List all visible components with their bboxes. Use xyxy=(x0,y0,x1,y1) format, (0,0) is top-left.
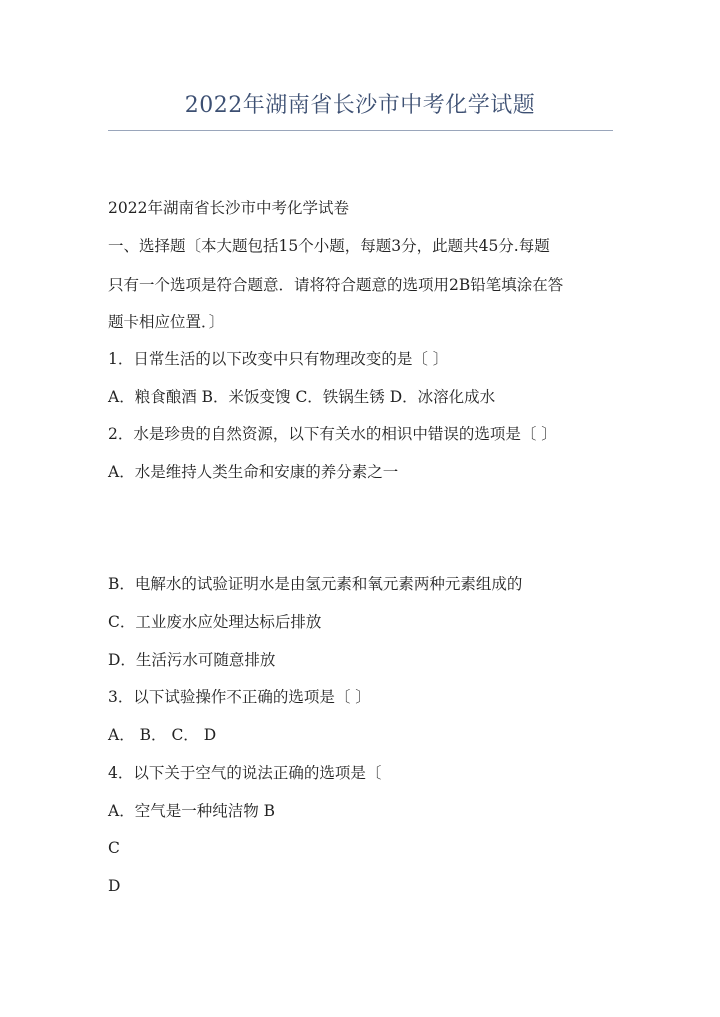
section-intro-line-1: 一、选择题〔本大题包括15个小题，每题3分，此题共45分.每题 xyxy=(108,237,550,255)
question-3-options: A． B． C． D xyxy=(108,726,217,744)
question-3-stem: 3．以下试验操作不正确的选项是〔 〕 xyxy=(108,688,371,706)
question-4-stem: 4．以下关于空气的说法正确的选项是〔 xyxy=(108,764,382,782)
question-2-option-d: D．生活污水可随意排放 xyxy=(108,651,276,669)
question-2-stem: 2．水是珍贵的自然资源，以下有关水的相识中错误的选项是〔 〕 xyxy=(108,425,557,443)
question-2-option-b: B．电解水的试验证明水是由氢元素和氧元素两种元素组成的 xyxy=(108,575,523,593)
section-intro-line-3: 题卡相应位置．〕 xyxy=(108,313,225,331)
question-2-option-a: A．水是维持人类生命和安康的养分素之一 xyxy=(108,463,399,481)
question-2-option-c: C．工业废水应处理达标后排放 xyxy=(108,613,322,631)
title-divider xyxy=(108,130,613,131)
question-1-options: A．粮食酿酒 B．米饭变馊 C．铁锅生锈 D．冰溶化成水 xyxy=(108,388,496,406)
question-4-option-d: D xyxy=(108,877,121,895)
section-intro-line-2: 只有一个选项是符合题意．请将符合题意的选项用2B铅笔填涂在答 xyxy=(108,276,564,294)
question-4-option-c: C xyxy=(108,839,120,857)
exam-subtitle: 2022年湖南省长沙市中考化学试卷 xyxy=(108,199,349,217)
question-1-stem: 1．日常生活的以下改变中只有物理改变的是〔 〕 xyxy=(108,350,449,368)
page-title: 2022年湖南省长沙市中考化学试题 xyxy=(184,93,536,118)
question-4-option-a: A．空气是一种纯洁物 B xyxy=(108,802,276,820)
